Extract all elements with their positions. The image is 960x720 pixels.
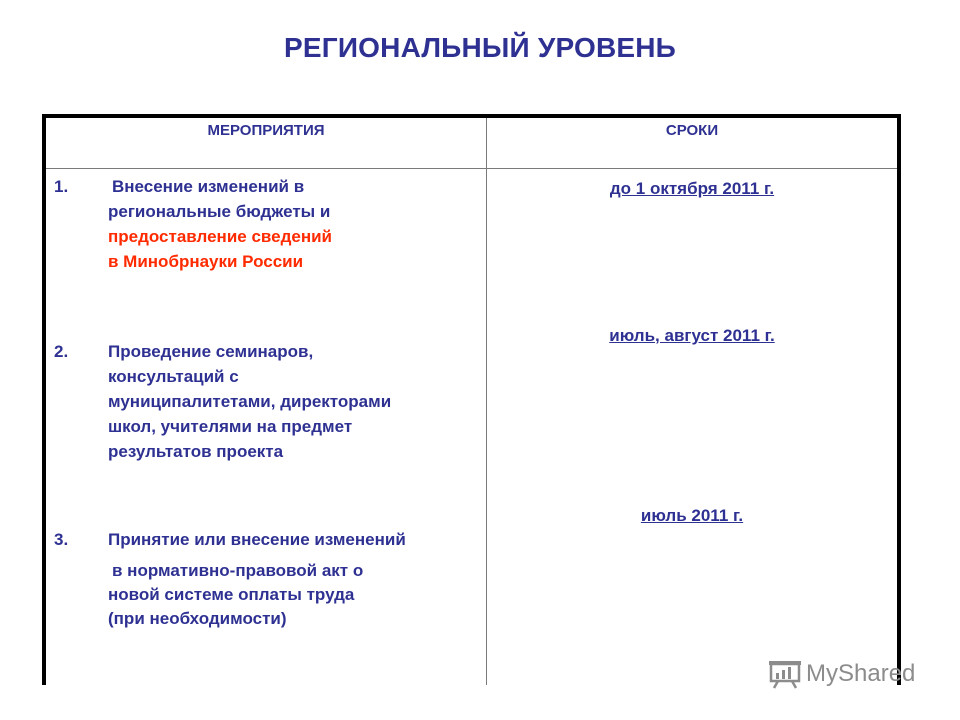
header-activities: МЕРОПРИЯТИЯ xyxy=(207,122,325,139)
watermark xyxy=(768,656,915,692)
row-number: 1. xyxy=(54,177,69,196)
row-text-line: школ, учителями на предмет xyxy=(108,417,353,436)
row-text-line: муниципалитетами, директорами xyxy=(108,392,392,411)
row-number: 3. xyxy=(54,530,69,549)
row-text-line-highlight: предоставление сведений xyxy=(108,227,332,246)
row-term: июль 2011 г. xyxy=(640,506,744,525)
table-row xyxy=(54,340,474,465)
row-text-line: Принятие или внесение изменений xyxy=(108,530,406,549)
table-column-divider xyxy=(486,118,487,685)
watermark-text: MyShared xyxy=(806,660,916,687)
row-text-line: региональные бюджеты и xyxy=(108,202,331,221)
header-terms: СРОКИ xyxy=(665,122,719,139)
table-row xyxy=(54,175,474,275)
row-text-line: Внесение изменений в xyxy=(112,177,305,196)
table-header-divider xyxy=(46,168,897,169)
row-text-line: консультаций с xyxy=(108,367,239,386)
row-text-line: новой системе оплаты труда xyxy=(108,585,355,604)
table-border-left xyxy=(42,114,46,685)
row-text-line: Проведение семинаров, xyxy=(108,342,314,361)
row-text-line: в нормативно-правовой акт о xyxy=(112,561,364,580)
row-text-line: результатов проекта xyxy=(108,442,284,461)
row-text-line: (при необходимости) xyxy=(108,609,287,628)
row-term: июль, август 2011 г. xyxy=(609,326,775,345)
slide-title: РЕГИОНАЛЬНЫЙ УРОВЕНЬ xyxy=(284,32,676,63)
table-border-top xyxy=(42,114,901,118)
table-border-right xyxy=(897,114,901,685)
row-term: до 1 октября 2011 г. xyxy=(609,179,775,198)
row-number: 2. xyxy=(54,342,69,361)
row-text-line-highlight: в Минобрнауки России xyxy=(108,252,304,271)
table-row xyxy=(54,528,474,638)
presentation-icon xyxy=(768,659,802,689)
